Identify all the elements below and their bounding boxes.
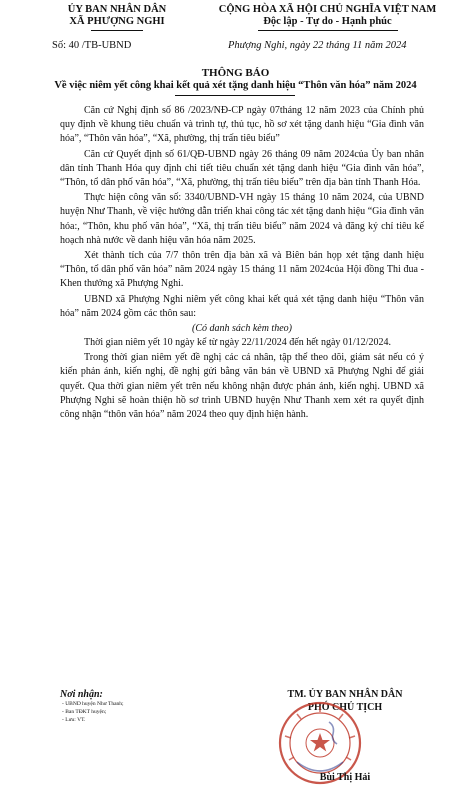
country-name: CỘNG HÒA XÃ HỘI CHỦ NGHĨA VIỆT NAM xyxy=(218,4,437,15)
attached-list-note: (Có danh sách kèm theo) xyxy=(192,323,292,335)
paragraph-legal-basis-1: Căn cứ Nghị định số 86 /2023/NĐ-CP ngày 07tháng 12 năm 2023 của Chính phủ quy định về khung tiêu chuẩn và trình tự, thủ tục, hồ sơ xét tặng danh hiệu “Gia đình văn hóa”, “Thôn văn hóa”, “Xã, phường, thị trấn tiêu biểu” xyxy=(60,105,424,145)
signer-name: Bùi Thị Hải xyxy=(319,772,371,783)
title-rule xyxy=(175,95,295,96)
recipient-item: - Ban TĐKT huyện; xyxy=(62,709,107,715)
issuing-org-block xyxy=(42,4,192,31)
paragraph-legal-basis-2: Căn cứ Quyết định số 61/QĐ-UBND ngày 26 tháng 09 năm 2024của Ủy ban nhân dân tỉnh Thanh Hóa quy định chi tiết tiêu chuẩn xét tặng danh hiệu “Gia đình văn hóa”, “Thôn, tổ dân phố văn hóa”, “Xã, phường, thị trấn tiêu biểu” trên địa bàn tỉnh Thanh Hóa. xyxy=(60,148,424,189)
recipient-item: - Lưu: VT. xyxy=(62,717,86,723)
org-line-2: XÃ PHƯỢNG NGHI xyxy=(69,16,165,27)
recipients-title: Nơi nhận: xyxy=(60,689,103,700)
document-body xyxy=(60,104,424,423)
signature-authority: TM. ỦY BAN NHÂN DÂN xyxy=(287,689,403,700)
paragraph-posting-period: Thời gian niêm yết 10 ngày kể từ ngày 22/11/2024 đến hết ngày 01/12/2024. xyxy=(84,337,391,349)
org-line-1: ỦY BAN NHÂN DÂN xyxy=(67,4,167,15)
document-title: THÔNG BÁO xyxy=(201,67,270,79)
signature-position: PHÓ CHỦ TỊCH xyxy=(307,702,383,713)
paragraph-achievement: Xét thành tích của 7/7 thôn trên địa bàn xã và Biên bản họp xét tặng danh hiệu “Thôn, tổ dân phố văn hóa” năm 2024 ngày 15 tháng 11 năm 2024của Hội đồng Thi đua - Khen thưởng xã Phượng Nghi. xyxy=(60,250,424,290)
document-subtitle: Về việc niêm yết công khai kết quả xét tặng danh hiệu “Thôn văn hóa” năm 2024 xyxy=(54,80,417,91)
paragraph-implementation: Thực hiện công văn số: 3340/UBND-VH ngày 15 tháng 10 năm 2024, của UBND huyện Như Thanh, về việc hướng dẫn triển khai công tác xét tặng danh hiệu “Gia đình văn hóa:, “Thôn, khu phố văn hóa”, “Xã, thị trấn tiêu biểu” năm 2024 và đăng ký chỉ tiêu kế hoạch nhà nước về danh hiệu văn hóa năm 2025. xyxy=(60,192,424,246)
document-number: Số: 40 /TB-UBND xyxy=(52,40,132,51)
paragraph-feedback: Trong thời gian niêm yết đề nghị các cá nhân, tập thể theo dõi, giám sát nếu có ý kiến phản ánh, kiến nghị, đề nghị gửi bằng văn bản về UBND xã Phượng Nghi để giải quyết. Qua thời gian niêm yết trên nếu không nhận được phản ánh, kiến nghị. UBND xã Phượng Nghi sẽ hoàn thiện hồ sơ trình UBND huyện Như Thanh xem xét ra quyết định công nhận “thôn văn hóa” năm 2024 theo quy định hiện hành. xyxy=(60,352,424,421)
motto-underline xyxy=(258,30,398,31)
paragraph-announcement: UBND xã Phượng Nghi niêm yết công khai kết quả xét tặng danh hiệu “Thôn văn hóa” năm 2024 gồm các thôn sau: xyxy=(60,293,424,319)
recipients-block xyxy=(60,689,220,724)
document-date: Phượng Nghi, ngày 22 tháng 11 năm 2024 xyxy=(228,40,407,51)
recipient-item: - UBND huyện Như Thanh; xyxy=(62,701,124,707)
national-header-block xyxy=(190,4,465,31)
national-motto: Độc lập - Tự do - Hạnh phúc xyxy=(263,16,392,27)
org-underline xyxy=(91,30,143,31)
